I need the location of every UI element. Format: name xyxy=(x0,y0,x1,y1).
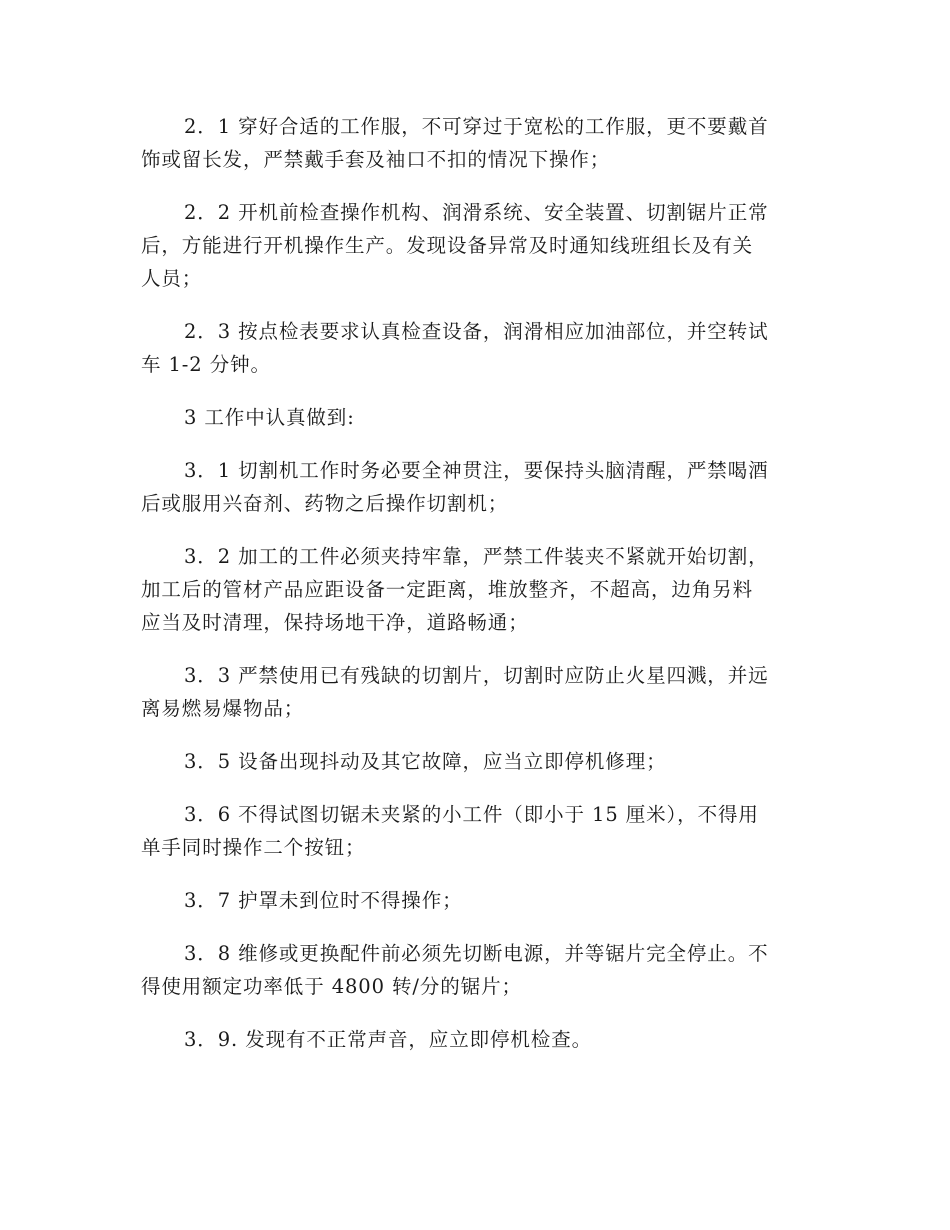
paragraph-line: 加工后的管材产品应距设备一定距离，堆放整齐，不超高，边角另料 xyxy=(141,578,754,601)
paragraph-line: 2．1 穿好合适的工作服，不可穿过于宽松的工作服，更不要戴首 xyxy=(184,115,769,138)
paragraph-line: 2．3 按点检表要求认真检查设备，润滑相应加油部位，并空转试 xyxy=(184,320,769,343)
paragraph-3-1 xyxy=(141,454,811,520)
paragraph-2-1 xyxy=(141,110,811,176)
paragraph-line: 3．5 设备出现抖动及其它故障，应当立即停机修理； xyxy=(184,750,667,773)
paragraph-line: 人员； xyxy=(141,267,203,290)
paragraph-line: 车 1-2 分钟。 xyxy=(141,353,271,376)
paragraph-line: 3．9. 发现有不正常声音，应立即停机检查。 xyxy=(184,1028,593,1051)
paragraph-3-2 xyxy=(141,540,811,639)
paragraph-line: 3．2 加工的工件必须夹持牢靠，严禁工件装夹不紧就开始切割， xyxy=(184,545,769,568)
paragraph-line: 后或服用兴奋剂、药物之后操作切割机； xyxy=(141,492,509,515)
document-body xyxy=(141,110,811,1076)
paragraph-3-8 xyxy=(141,937,811,1003)
paragraph-3-9 xyxy=(141,1023,811,1056)
paragraph-line: 3．7 护罩未到位时不得操作； xyxy=(184,889,463,912)
paragraph-3-5 xyxy=(141,745,811,778)
paragraph-3-6 xyxy=(141,798,811,864)
paragraph-line: 离易燃易爆物品； xyxy=(141,697,305,720)
paragraph-line: 后，方能进行开机操作生产。发现设备异常及时通知线班组长及有关 xyxy=(141,234,754,257)
paragraph-line: 得使用额定功率低于 4800 转/分的锯片； xyxy=(141,975,522,998)
section-heading-text: 3 工作中认真做到: xyxy=(184,406,355,429)
paragraph-line: 3．8 维修或更换配件前必须先切断电源，并等锯片完全停止。不 xyxy=(184,942,769,965)
paragraph-line: 3．3 严禁使用已有残缺的切割片，切割时应防止火星四溅，并远 xyxy=(184,664,769,687)
paragraph-line: 单手同时操作二个按钮； xyxy=(141,836,366,859)
paragraph-2-2 xyxy=(141,196,811,295)
paragraph-line: 3．6 不得试图切锯未夹紧的小工件（即小于 15 厘米），不得用 xyxy=(184,803,759,826)
paragraph-line: 2．2 开机前检查操作机构、润滑系统、安全装置、切割锯片正常 xyxy=(184,201,769,224)
paragraph-3-3 xyxy=(141,659,811,725)
section-3-heading xyxy=(141,401,811,434)
paragraph-line: 饰或留长发，严禁戴手套及袖口不扣的情况下操作； xyxy=(141,148,611,171)
paragraph-line: 3．1 切割机工作时务必要全神贯注，要保持头脑清醒，严禁喝酒 xyxy=(184,459,769,482)
paragraph-2-3 xyxy=(141,315,811,381)
paragraph-3-7 xyxy=(141,884,811,917)
paragraph-line: 应当及时清理，保持场地干净，道路畅通； xyxy=(141,611,529,634)
